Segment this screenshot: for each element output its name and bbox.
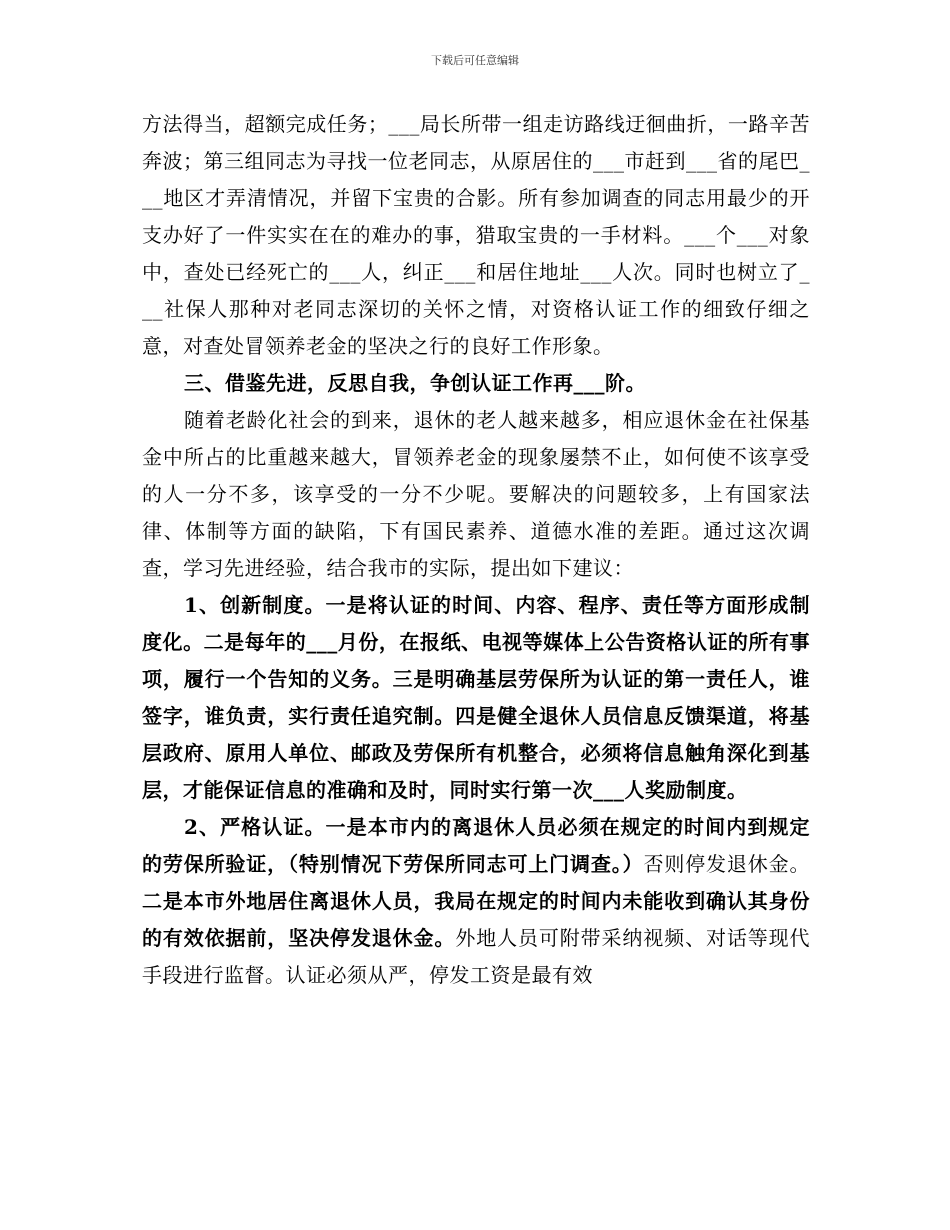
text-segment: 二是本市外地居住离退休人员，我局在规定的时间内未能收到确认其身份的有效依据前，坚决停发退休金。: [142, 889, 810, 950]
paragraph-strict-certification: [142, 809, 810, 994]
paragraph-investigation-results: 方法得当，超额完成任务；___局长所带一组走访路线迂徊曲折，一路辛苦奔波；第三组同志为寻找一位老同志，从原居住的___市赶到___省的尾巴___地区才弄清情况，并留下宝贵的合影。所有参加调查的同志用最少的开支办好了一件实实在在的难办的事，猎取宝贵的一手材料。___个___对象中，查处已经死亡的___人，纠正___和居住地址___人次。同时也树立了___社保人那种对老同志深切的关怀之情，对资格认证工作的细致仔细之意，对查处冒领养老金的坚决之行的良好工作形象。: [142, 112, 810, 358]
text-segment: 2、严格认证。一是本市内的离退休人员必须在规定的时间内到规定的劳保所验证，（特别情况下劳保所同志可上门调查。）: [142, 815, 810, 876]
page-header: 下载后可任意编辑: [431, 54, 519, 67]
text-segment: 否则停发退休金。: [643, 852, 810, 876]
document-body: [142, 106, 810, 994]
section-heading-three: 三、借鉴先进，反思自我，争创认证工作再___阶。: [184, 371, 646, 395]
paragraph-aging-society: 随着老龄化社会的到来，退休的老人越来越多，相应退休金在社保基金中所占的比重越来越大，冒领养老金的现象屡禁不止，如何使不该享受的人一分不多，该享受的一分不少呢。要解决的问题较多，上有国家法律、体制等方面的缺陷，下有国民素养、道德水准的差距。通过这次调查，学习先进经验，结合我市的实际，提出如下建议：: [142, 408, 810, 580]
text-segment: 外地人员可附带采纳视频、对话等现代手段进行监督。认证必须从严，停发工资是最有效: [142, 926, 811, 987]
paragraph-innovate-system: 1、创新制度。一是将认证的时间、内容、程序、责任等方面形成制度化。二是每年的___月份，在报纸、电视等媒体上公告资格认证的所有事项，履行一个告知的义务。三是明确基层劳保所为认证的第一责任人，谁签字，谁负责，实行责任追究制。四是健全退休人员信息反馈渠道，将基层政府、原用人单位、邮政及劳保所有机整合，必须将信息触角深化到基层，才能保证信息的准确和及时，同时实行第一次___人奖励制度。: [142, 593, 810, 802]
